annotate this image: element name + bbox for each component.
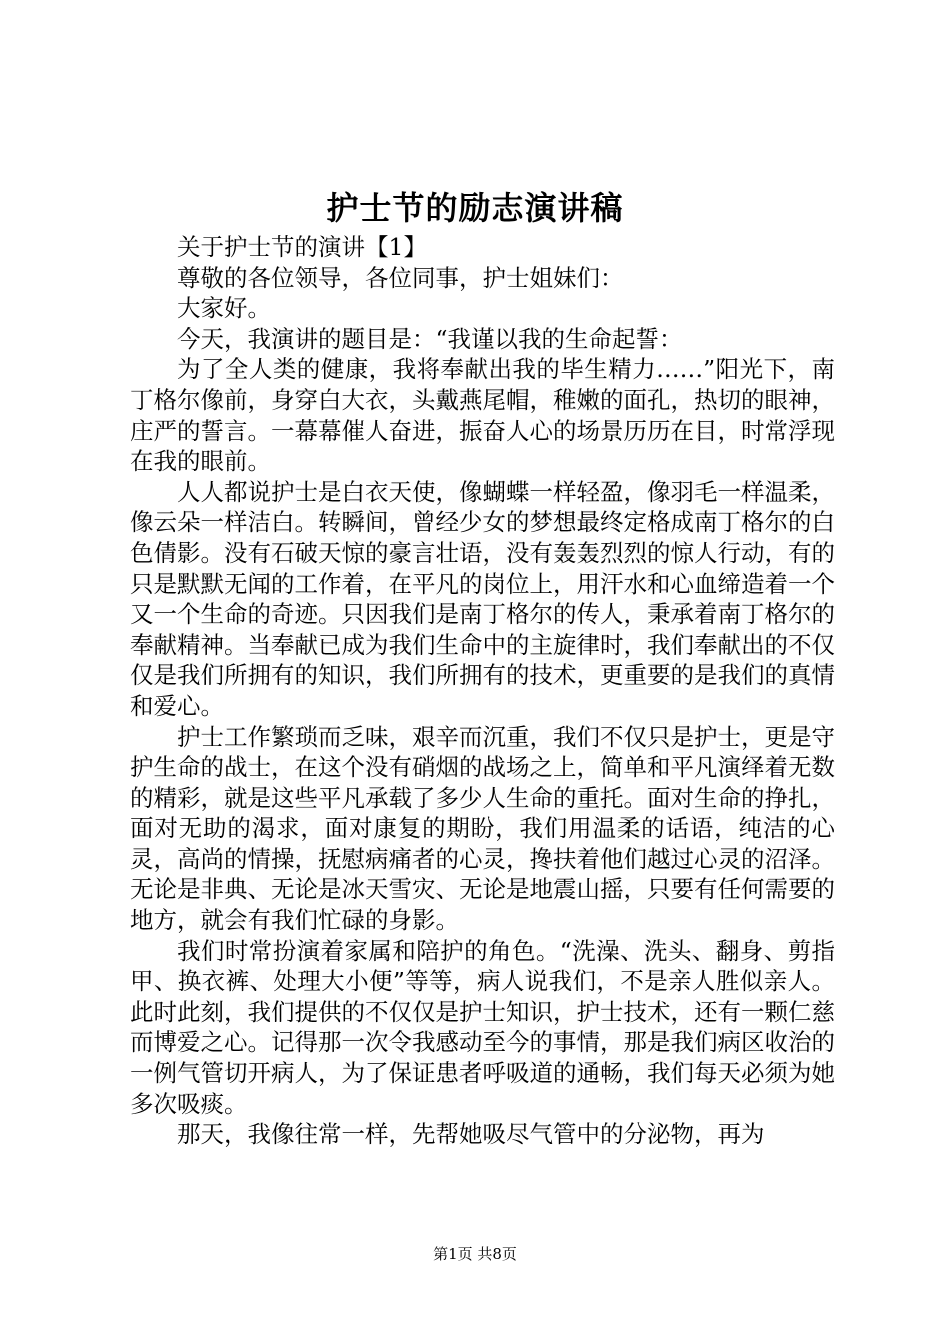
paragraph: 那天，我像往常一样，先帮她吸尽气管中的分泌物，再为 <box>177 1120 765 1149</box>
paragraph: 大家好。 <box>177 294 271 323</box>
document-title: 护士节的励志演讲稿 <box>326 189 624 227</box>
paragraph: 为了全人类的健康，我将奉献出我的毕生精力……”阳光下，南丁格尔像前，身穿白大衣，头戴燕尾帽，稚嫩的面孔，热切的眼神，庄严的誓言。一幕幕催人奋进，振奋人心的场景历历在目，时常浮现在我的眼前。 <box>130 355 835 476</box>
page-footer: 第1页 共8页 <box>433 1245 517 1263</box>
paragraph: 人人都说护士是白衣天使，像蝴蝶一样轻盈，像羽毛一样温柔，像云朵一样洁白。转瞬间，曾经少女的梦想最终定格成南丁格尔的白色倩影。没有石破天惊的豪言壮语，没有轰轰烈烈的惊人行动，有的只是默默无闻的工作着，在平凡的岗位上，用汗水和心血缔造着一个又一个生命的奇迹。只因我们是南丁格尔的传人，秉承着南丁格尔的奉献精神。当奉献已成为我们生命中的主旋律时，我们奉献出的不仅仅是我们所拥有的知识，我们所拥有的技术，更重要的是我们的真情和爱心。 <box>130 477 835 720</box>
paragraph: 护士工作繁琐而乏味，艰辛而沉重，我们不仅只是护士，更是守护生命的战士，在这个没有硝烟的战场之上，简单和平凡演绎着无数的精彩，就是这些平凡承载了多少人生命的重托。面对生命的挣扎，面对无助的渴求，面对康复的期盼，我们用温柔的话语，纯洁的心灵，高尚的情操，抚慰病痛者的心灵，搀扶着他们越过心灵的沼泽。无论是非典、无论是冰天雪灾、无论是地震山摇，只要有任何需要的地方，就会有我们忙碌的身影。 <box>130 722 835 935</box>
paragraph: 尊敬的各位领导，各位同事，护士姐妹们： <box>177 263 624 292</box>
paragraph: 我们时常扮演着家属和陪护的角色。“洗澡、洗头、翻身、剪指甲、换衣裤、处理大小便”等等，病人说我们，不是亲人胜似亲人。此时此刻，我们提供的不仅仅是护士知识，护士技术，还有一颗仁慈而博爱之心。记得那一次令我感动至今的事情，那是我们病区收治的一例气管切开病人，为了保证患者呼吸道的通畅，我们每天必须为她多次吸痰。 <box>130 936 835 1118</box>
paragraph: 关于护士节的演讲【1】 <box>177 233 427 261</box>
paragraph: 今天，我演讲的题目是：“我谨以我的生命起誓： <box>177 324 683 353</box>
document-body <box>130 232 835 1150</box>
